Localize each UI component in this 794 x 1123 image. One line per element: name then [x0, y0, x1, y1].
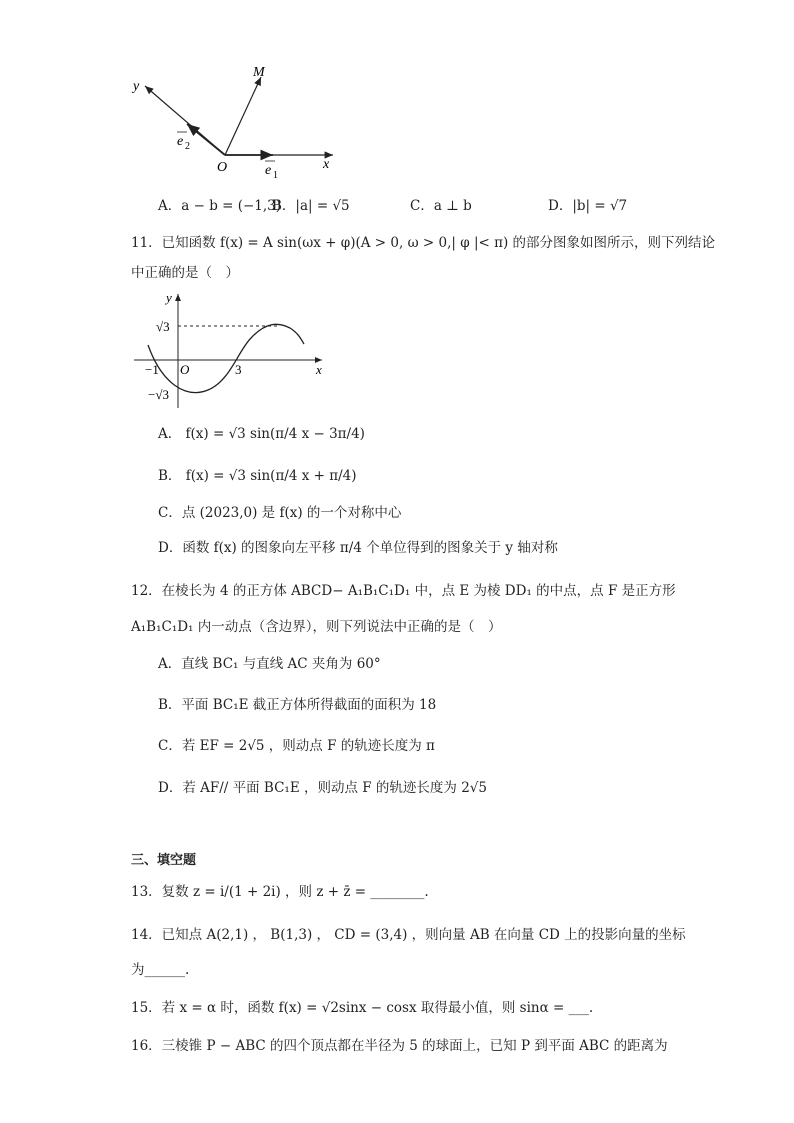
q10-option-a: A．a − b = (−1,3) [158, 198, 282, 214]
q10-option-c: C．a ⊥ b [410, 198, 472, 214]
q11-option-a: A． f(x) = √3 sin(π/4 x − 3π/4) [158, 426, 365, 442]
e1-sub: 1 [273, 170, 278, 180]
q10-option-b: B．|a| = √5 [272, 198, 350, 214]
q15: 15．若 x = α 时，函数 f(x) = √2sinx − cosx 取得最小值，则 sinα = ___. [131, 1000, 594, 1016]
q11-stem-line1: 11．已知函数 f(x) = A sin(ωx + φ)(A > 0, ω > 0,| φ |< π) 的部分图象如图所示，则下列结论 [131, 235, 716, 251]
o-label: O [217, 160, 228, 175]
graph-o-label: O [180, 362, 190, 377]
section-title: 三、填空题 [131, 853, 197, 868]
q12-option-a: A．直线 BC₁ 与直线 AC 夹角为 60° [158, 656, 381, 672]
sine-curve [148, 324, 304, 392]
e2-label: e [177, 134, 184, 149]
q11-option-c: C．点 (2023,0) 是 f(x) 的一个对称中心 [158, 505, 402, 521]
q12-option-b: B．平面 BC₁E 截正方体所得截面的面积为 18 [158, 697, 437, 713]
q11-option-b: B． f(x) = √3 sin(π/4 x + π/4) [158, 468, 357, 484]
q11-stem-line2: 中正确的是（ ） [131, 265, 239, 281]
graph-bottom-label: −√3 [148, 387, 169, 402]
q12-stem-line2: A₁B₁C₁D₁ 内一动点（含边界），则下列说法中正确的是（ ） [131, 619, 502, 635]
q14-line2: 为______. [131, 962, 190, 978]
graph-x-label: x [316, 362, 322, 377]
e2-vector [187, 124, 225, 155]
m-label: M [253, 65, 265, 80]
graph-three-label: 3 [235, 362, 242, 377]
q11-option-d: D．函数 f(x) 的图象向左平移 π/4 个单位得到的图象关于 y 轴对称 [158, 540, 558, 556]
q12-option-d: D．若 AF// 平面 BC₁E ，则动点 F 的轨迹长度为 2√5 [158, 780, 487, 796]
q10-option-d: D．|b| = √7 [548, 198, 628, 214]
y-label: y [133, 79, 140, 94]
x-label: x [323, 157, 330, 172]
q12-option-c: C．若 EF = 2√5 ，则动点 F 的轨迹长度为 π [158, 738, 435, 754]
om-vector [225, 77, 261, 155]
q12-stem-line1: 12．在棱长为 4 的正方体 ABCD− A₁B₁C₁D₁ 中，点 E 为棱 DD₁ 的中点，点 F 是正方形 [131, 583, 676, 599]
sine-graph [128, 288, 333, 410]
e2-sub: 2 [185, 141, 190, 152]
q13: 13．复数 z = i/(1 + 2i) ，则 z + z̄ = ________. [131, 884, 429, 900]
q16: 16．三棱锥 P − ABC 的四个顶点都在半径为 5 的球面上，已知 P 到平面 ABC 的距离为 [131, 1038, 668, 1054]
e1-label: e [265, 163, 272, 178]
vector-figure [125, 60, 345, 180]
graph-y-label: y [166, 290, 172, 305]
q14-line1: 14．已知点 A(2,1) ， B(1,3) ， CD = (3,4) ，则向量 AB 在向量 CD 上的投影向量的坐标 [131, 927, 686, 943]
graph-top-label: √3 [156, 319, 170, 334]
graph-neg1-label: −1 [145, 362, 159, 377]
